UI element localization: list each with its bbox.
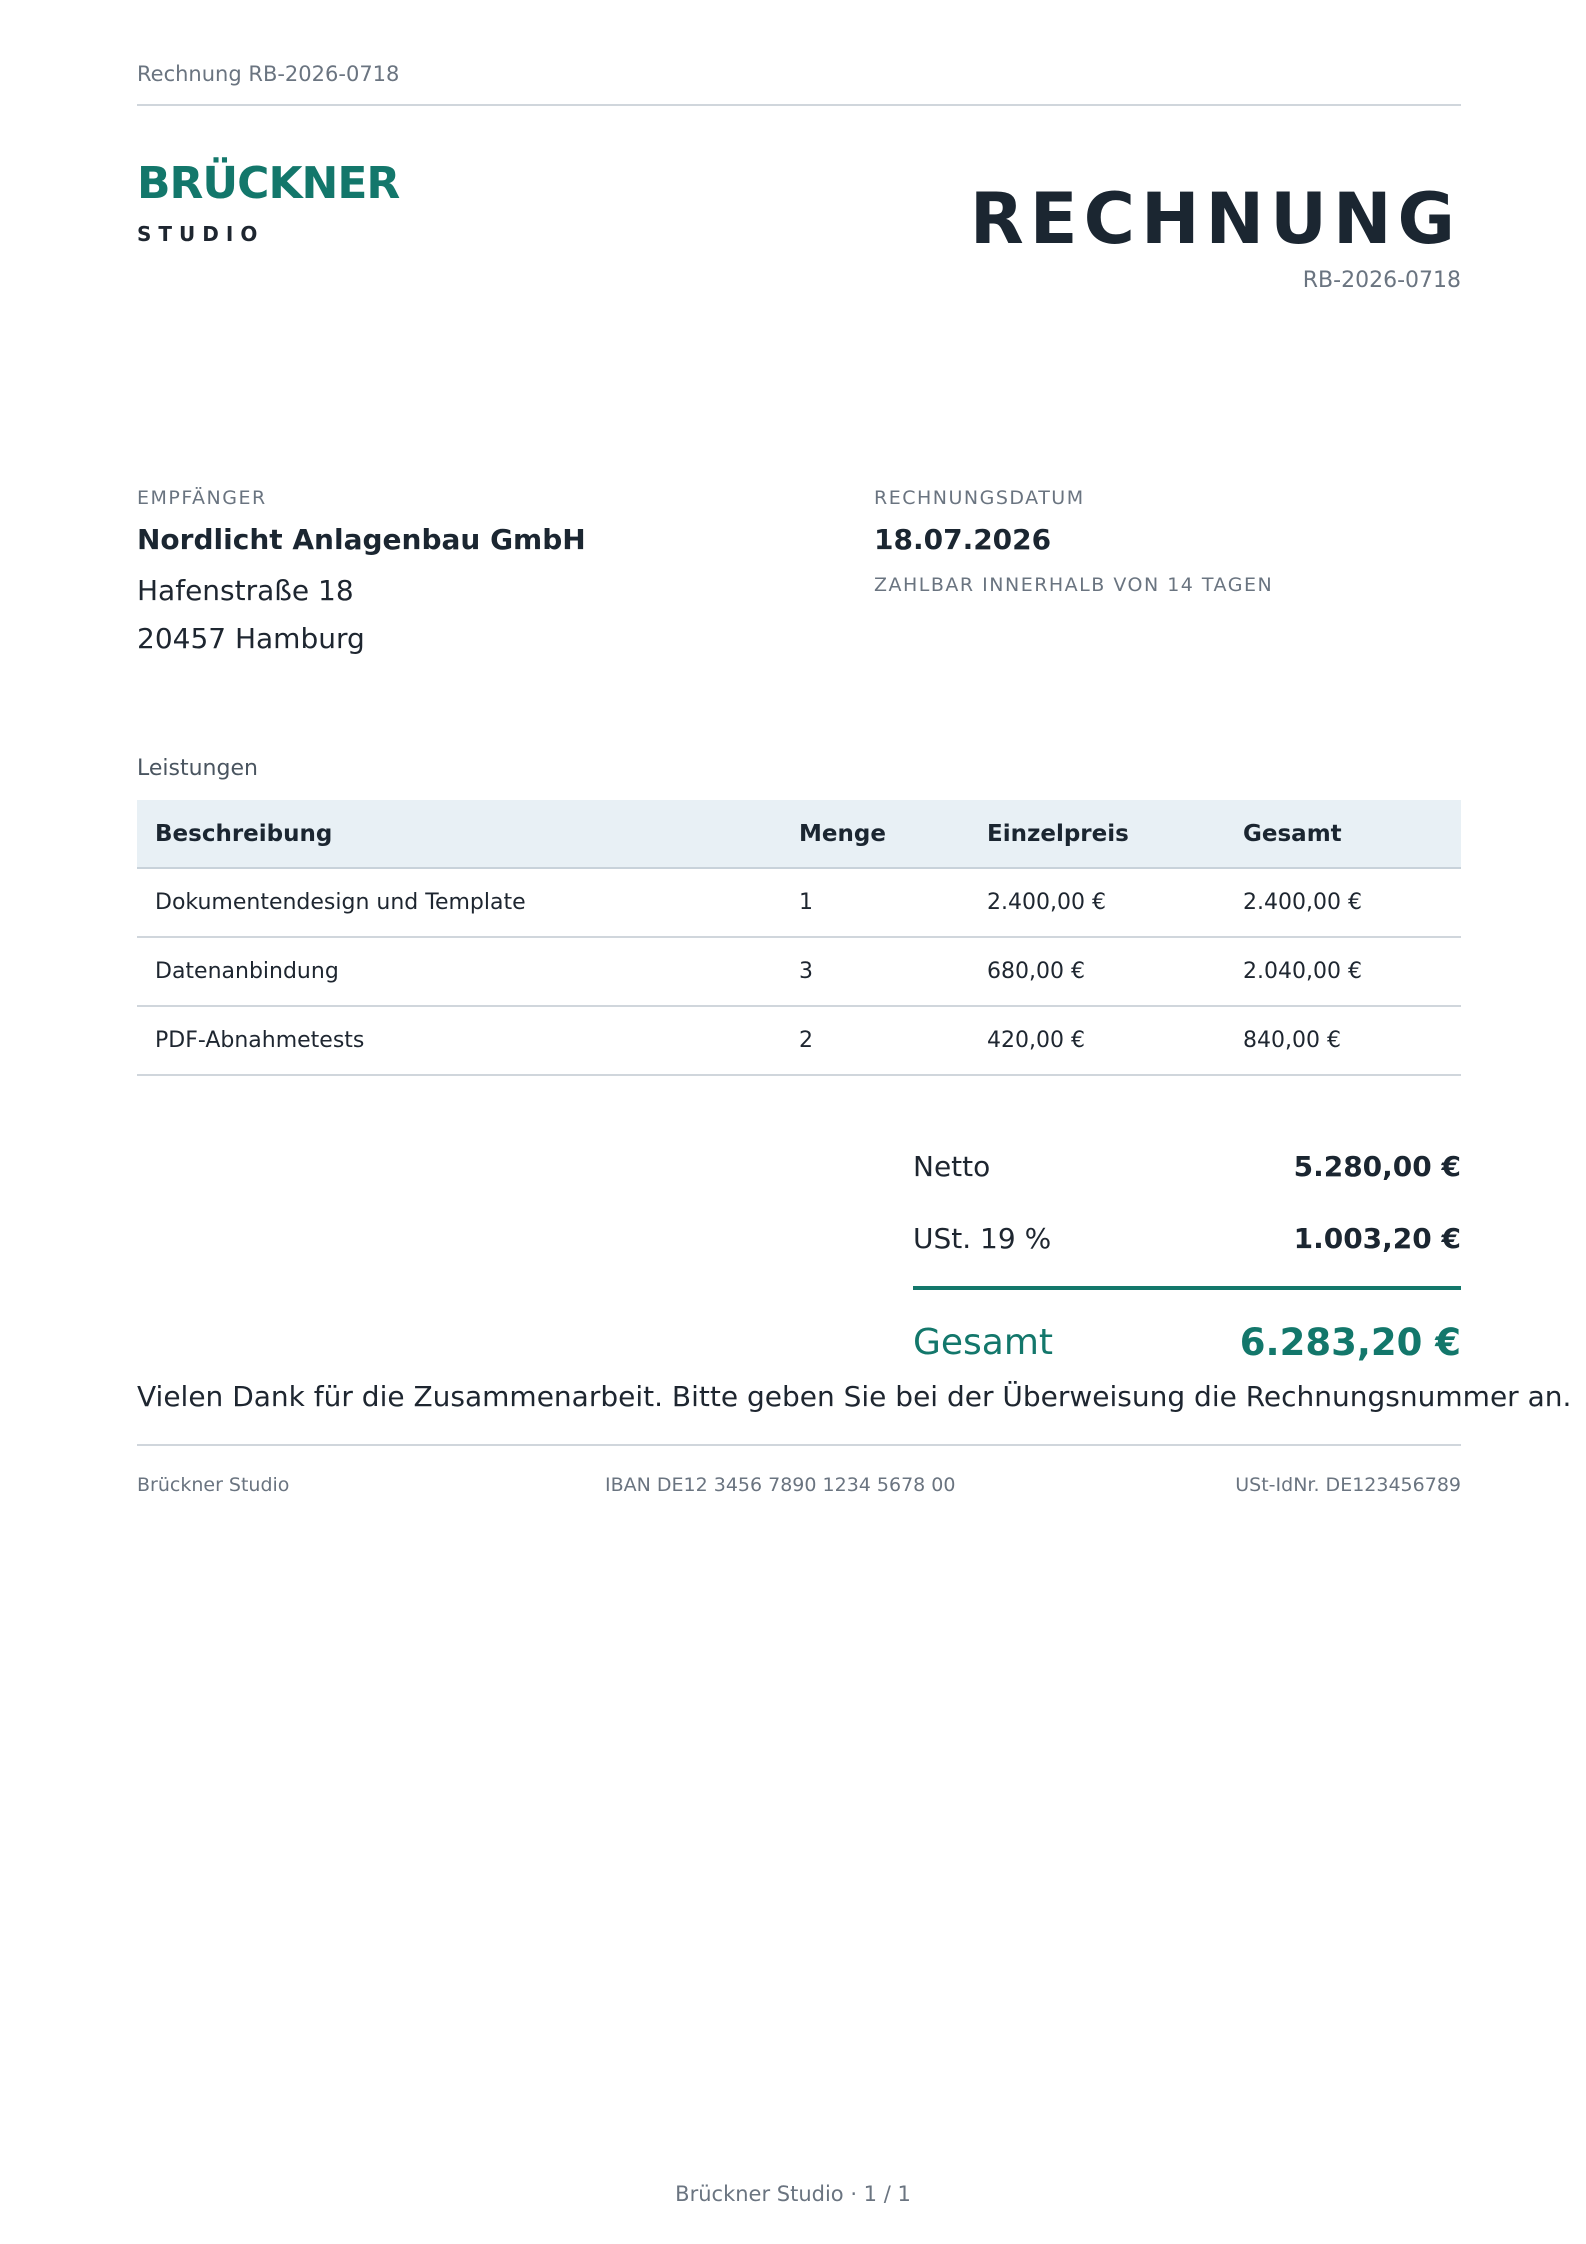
vat-label: USt. 19 % xyxy=(913,1221,1052,1255)
invoice-date-label: RECHNUNGSDATUM xyxy=(874,487,1085,509)
footer-company: Brückner Studio xyxy=(137,1474,290,1496)
cell-unit-price: 420,00 € xyxy=(969,1006,1225,1075)
recipient-street: Hafenstraße 18 xyxy=(137,574,354,607)
table-row xyxy=(137,868,1461,937)
section-title: Leistungen xyxy=(137,756,258,781)
cell-total: 2.400,00 € xyxy=(1225,868,1461,937)
footer-divider xyxy=(137,1444,1461,1446)
grand-total-value: 6.283,20 € xyxy=(1239,1320,1461,1364)
brand-logo-subtitle: STUDIO xyxy=(137,222,265,246)
cell-unit-price: 2.400,00 € xyxy=(969,868,1225,937)
header-divider xyxy=(137,104,1461,106)
vat-row xyxy=(913,1202,1461,1274)
cell-unit-price: 680,00 € xyxy=(969,937,1225,1006)
table-row xyxy=(137,1006,1461,1075)
page-footer: Brückner Studio · 1 / 1 xyxy=(675,2182,911,2206)
payment-terms: ZAHLBAR INNERHALB VON 14 TAGEN xyxy=(874,574,1274,596)
cell-description: PDF-Abnahmetests xyxy=(137,1006,781,1075)
net-row xyxy=(913,1130,1461,1202)
cell-description: Datenanbindung xyxy=(137,937,781,1006)
document-title: RECHNUNG xyxy=(969,178,1461,260)
net-value: 5.280,00 € xyxy=(1293,1149,1461,1183)
invoice-number: RB-2026-0718 xyxy=(1302,268,1461,293)
cell-quantity: 2 xyxy=(781,1006,969,1075)
column-header-total: Gesamt xyxy=(1225,800,1461,868)
items-table xyxy=(137,800,1461,1076)
column-header-unit-price: Einzelpreis xyxy=(969,800,1225,868)
footer-vat-id: USt-IdNr. DE123456789 xyxy=(1235,1474,1461,1496)
footer-iban: IBAN DE12 3456 7890 1234 5678 00 xyxy=(605,1474,956,1496)
recipient-label: EMPFÄNGER xyxy=(137,487,267,509)
grand-total-label: Gesamt xyxy=(913,1321,1054,1363)
cell-description: Dokumentendesign und Template xyxy=(137,868,781,937)
recipient-name: Nordlicht Anlagenbau GmbH xyxy=(137,523,586,556)
thank-you-note: Vielen Dank für die Zusammenarbeit. Bitte geben Sie bei der Überweisung die Rechnungsnummer an. xyxy=(137,1380,1572,1413)
column-header-description: Beschreibung xyxy=(137,800,781,868)
net-label: Netto xyxy=(913,1149,991,1183)
table-header-row xyxy=(137,800,1461,868)
totals-block xyxy=(913,1130,1461,1394)
cell-quantity: 3 xyxy=(781,937,969,1006)
cell-quantity: 1 xyxy=(781,868,969,937)
vat-value: 1.003,20 € xyxy=(1293,1221,1461,1255)
cell-total: 2.040,00 € xyxy=(1225,937,1461,1006)
running-head: Rechnung RB-2026-0718 xyxy=(137,62,400,86)
grand-total-row xyxy=(913,1290,1461,1394)
invoice-date-value: 18.07.2026 xyxy=(874,523,1052,556)
brand-logo-name: BRÜCKNER xyxy=(137,158,400,209)
table-row xyxy=(137,937,1461,1006)
column-header-quantity: Menge xyxy=(781,800,969,868)
cell-total: 840,00 € xyxy=(1225,1006,1461,1075)
recipient-city: 20457 Hamburg xyxy=(137,622,365,655)
